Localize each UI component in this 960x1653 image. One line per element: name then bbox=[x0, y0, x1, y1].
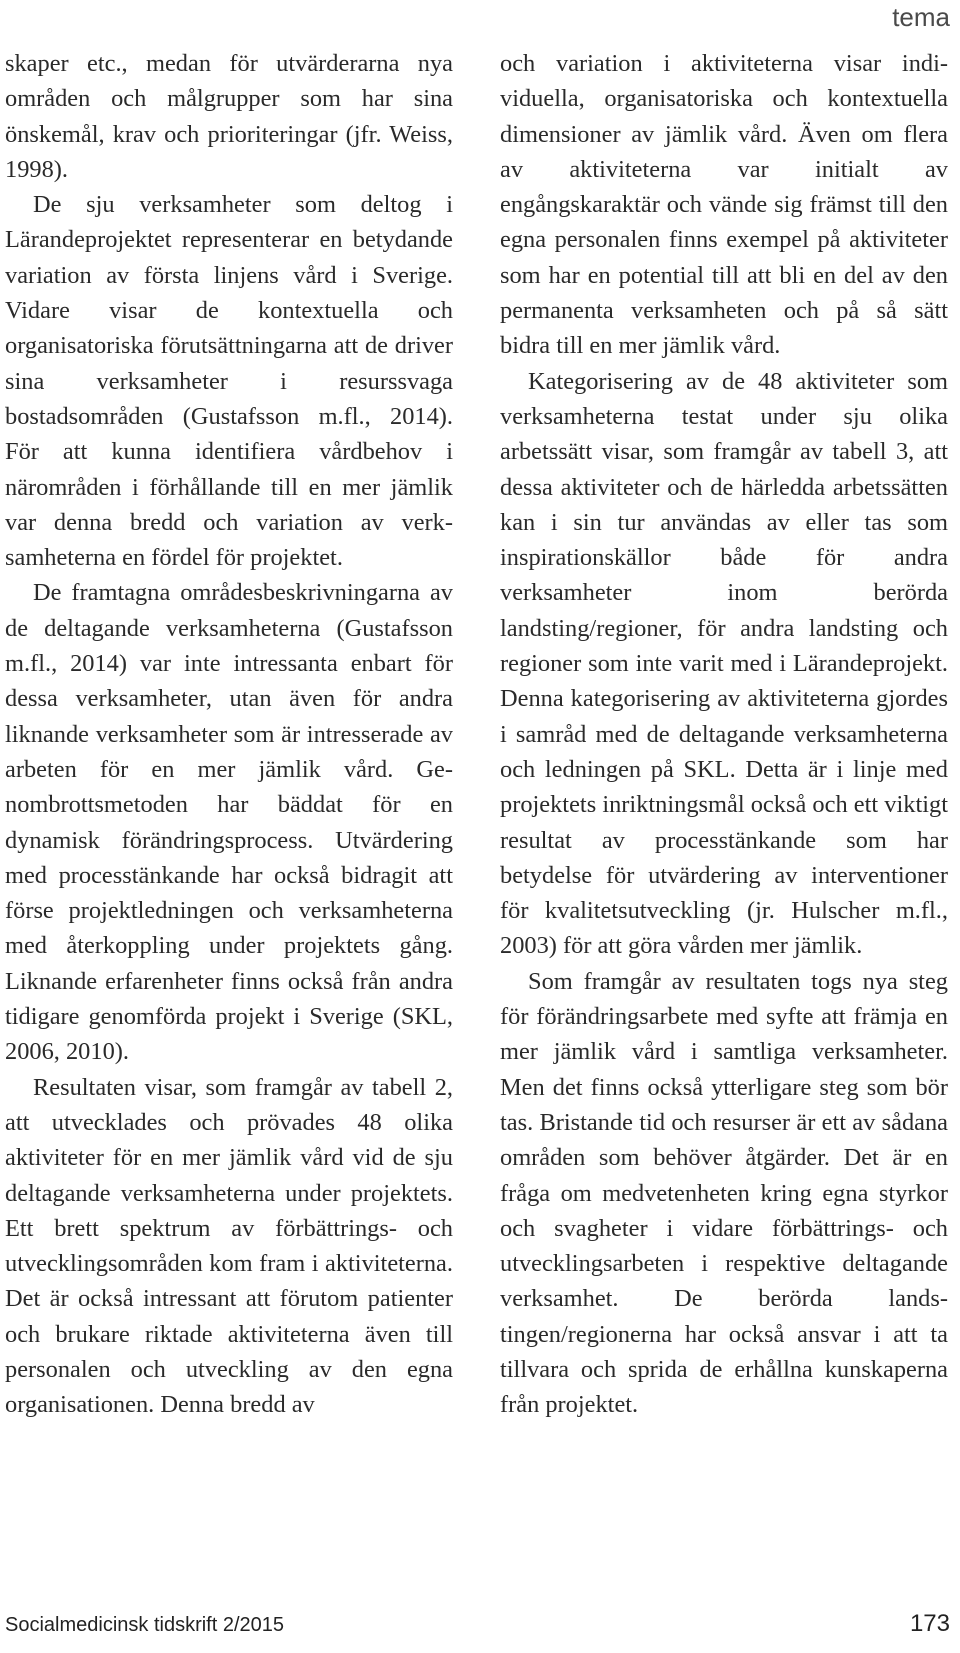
paragraph: De sju verksamheter som deltog i Lärandeprojektet representerar en betydande variation av första linjens vård i Sverige. Vidare visar de kontextuella och organisatoriska förutsättningarna att de driver sina verksamheter i resurssvaga bostadsområden (Gustafsson m.fl., 2014). För att kunna identifiera vårdbehov i närområden i förhållande till en mer jämlik var denna bredd och variation av verksamheterna en fördel för projektet. bbox=[5, 191, 453, 572]
paragraph: Resultaten visar, som framgår av tabell 2, att utvecklades och prövades 48 olika aktiviteter för en mer jämlik vård vid de sju deltagande verksamheterna under projektets. Ett brett spektrum av förbättrings- och utvecklingsområden kom fram i aktiviteterna. Det är också intressant att förutom patienter och brukare riktade aktiviteterna även till personalen och utveckling av den egna organisationen. Denna bredd av bbox=[5, 1073, 453, 1419]
paragraph: och variation i aktiviteterna visar individuella, organisatoriska och kontextuella dimensioner av jämlik vård. Även om flera av aktiviteterna var initialt av engångskaraktär och vände sig främst till den egna personalen finns exempel på aktiviteter som har en potential till att bli en del av den permanenta verksamheten och på så sätt bidra till en mer jämlik vård. bbox=[500, 50, 948, 360]
paragraph: skaper etc., medan för utvärderarna nya områden och målgrupper som har sina önskemål, krav och prioriteringar (jfr. Weiss, 1998). bbox=[5, 50, 453, 183]
page-footer bbox=[5, 1610, 950, 1638]
right-column bbox=[500, 46, 948, 1423]
journal-title: Socialmedicinsk tidskrift 2/2015 bbox=[5, 1614, 285, 1636]
paragraph: De framtagna områdesbeskrivningarna av de deltagande verksamheterna (Gustafsson m.fl., 2014) var inte intressanta enbart för dessa verksamheter, utan även för andra liknande verksamheter som är intresserade av arbeten för en mer jämlik vård. Genombrottsmetoden har bäddat för en dynamisk förändringsprocess. Utvärdering med processtänkande har också bidragit att förse projektledningen och verksamheterna med återkoppling under projektets gång. Liknande erfarenheter finns också från andra tidigare genomförda projekt i Sverige (SKL, 2006, 2010). bbox=[5, 579, 453, 1066]
page-number: 173 bbox=[909, 1610, 950, 1637]
section-tag: tema bbox=[892, 2, 950, 32]
paragraph: Som framgår av resultaten togs nya steg för förändringsarbete med syfte att främja en mer jämlik vård i samtliga verksamheter. Men det finns också ytterligare steg som bör tas. Bristande tid och resurser är ett av sådana områden som behöver åtgärder. Det är en fråga om medvetenheten kring egna styrkor och svagheter i vidare förbättrings- och utvecklingsarbeten i respektive deltagande verksamhet. De berörda landstingen/regionerna har också ansvar i att ta tillvara och sprida de erhållna kunskaperna från projektet. bbox=[500, 967, 948, 1419]
paragraph: Kategorisering av de 48 aktiviteter som verksamheterna testat under sju olika arbetssätt visar, som framgår av tabell 3, att dessa aktiviteter och de härledda arbetssätten kan i sin tur användas av eller tas som inspirationskällor både för andra verksamheter inom berörda landsting/regioner, för andra landsting och regioner som inte varit med i Lärandeprojekt. Denna kategorisering av aktiviteterna gjordes i samråd med de deltagande verksamheterna och ledningen på SKL. Detta är i linje med projektets inriktningsmål också och ett viktigt resultat av processtänkande som har betydelse för utvärdering av interventioner för kvalitetsutveckling (jr. Hulscher m.fl., 2003) för att göra vården mer jämlik. bbox=[500, 367, 948, 960]
left-column bbox=[5, 46, 453, 1423]
